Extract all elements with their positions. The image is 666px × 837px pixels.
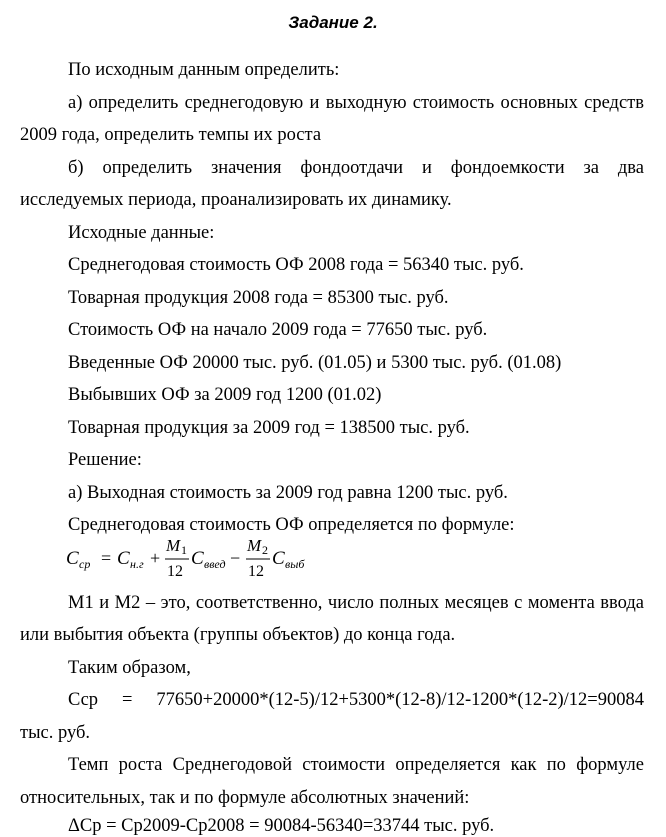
text-line: Темп роста Среднегодовой стоимости определяется как по формуле [68,755,644,775]
formula-c: C [191,548,204,569]
text-line: Исходные данные: [68,223,215,243]
formula-m1: M [166,536,181,555]
text-line: Товарная продукция 2008 года = 85300 тыс. руб. [68,288,449,308]
text-line: М1 и М2 – это, соответственно, число полных месяцев с момента ввода [68,593,644,613]
text-line: 2009 года, определить темпы их роста [20,125,322,145]
text-line: Среднегодовая стоимость ОФ 2008 года = 56340 тыс. руб. [68,255,524,275]
formula-svg [64,534,305,584]
text-line: ΔСр = Ср2009-Ср2008 = 90084-56340=33744 тыс. руб. [68,816,495,836]
text-line: Решение: [68,450,142,470]
formula-m1-index: 1 [181,543,187,557]
formula-sub-vyb: выб [285,557,305,571]
text-line: Среднегодовая стоимость ОФ определяется по формуле: [68,515,515,535]
text-line: Стоимость ОФ на начало 2009 года = 77650 тыс. руб. [68,320,488,340]
formula-c: C [66,548,79,569]
formula-sub-ng: н.г [130,557,144,571]
text-line: Выбывших ОФ за 2009 год 1200 (01.02) [68,385,382,405]
text-line: б) определить значения фондоотдачи и фондоемкости за два [68,158,644,178]
text-line: Таким образом, [68,658,191,678]
formula-den: 12 [248,563,264,580]
task-title: Задание 2. [288,13,378,32]
text-line: а) Выходная стоимость за 2009 год равна 1200 тыс. руб. [68,483,508,503]
formula-eq: = [101,548,112,568]
formula-c: C [272,548,285,569]
text-line: или выбытия объекта (группы объектов) до конца года. [20,625,456,645]
text-line: Товарная продукция за 2009 год = 138500 тыс. руб. [68,418,470,438]
formula-m2: M [247,536,262,555]
text-line: относительных, так и по формуле абсолютных значений: [20,788,470,808]
text-line: а) определить среднегодовую и выходную стоимость основных средств [68,93,644,113]
formula-den: 12 [167,563,183,580]
text-line: тыс. руб. [20,723,91,743]
text-line: исследуемых периода, проанализировать их динамику. [20,190,452,210]
text-line: По исходным данным определить: [68,60,340,80]
formula-plus: + [150,548,161,568]
formula-sub-vved: введ [204,557,226,571]
formula-c: C [117,548,130,569]
formula-sub-sr: ср [79,557,91,571]
formula-m2-index: 2 [262,543,268,557]
formula-minus: − [230,548,241,568]
text-line: Введенные ОФ 20000 тыс. руб. (01.05) и 5300 тыс. руб. (01.08) [68,353,562,373]
text-line: Сср = 77650+20000*(12-5)/12+5300*(12-8)/12-1200*(12-2)/12=90084 [68,690,644,710]
average-cost-formula [64,534,305,584]
